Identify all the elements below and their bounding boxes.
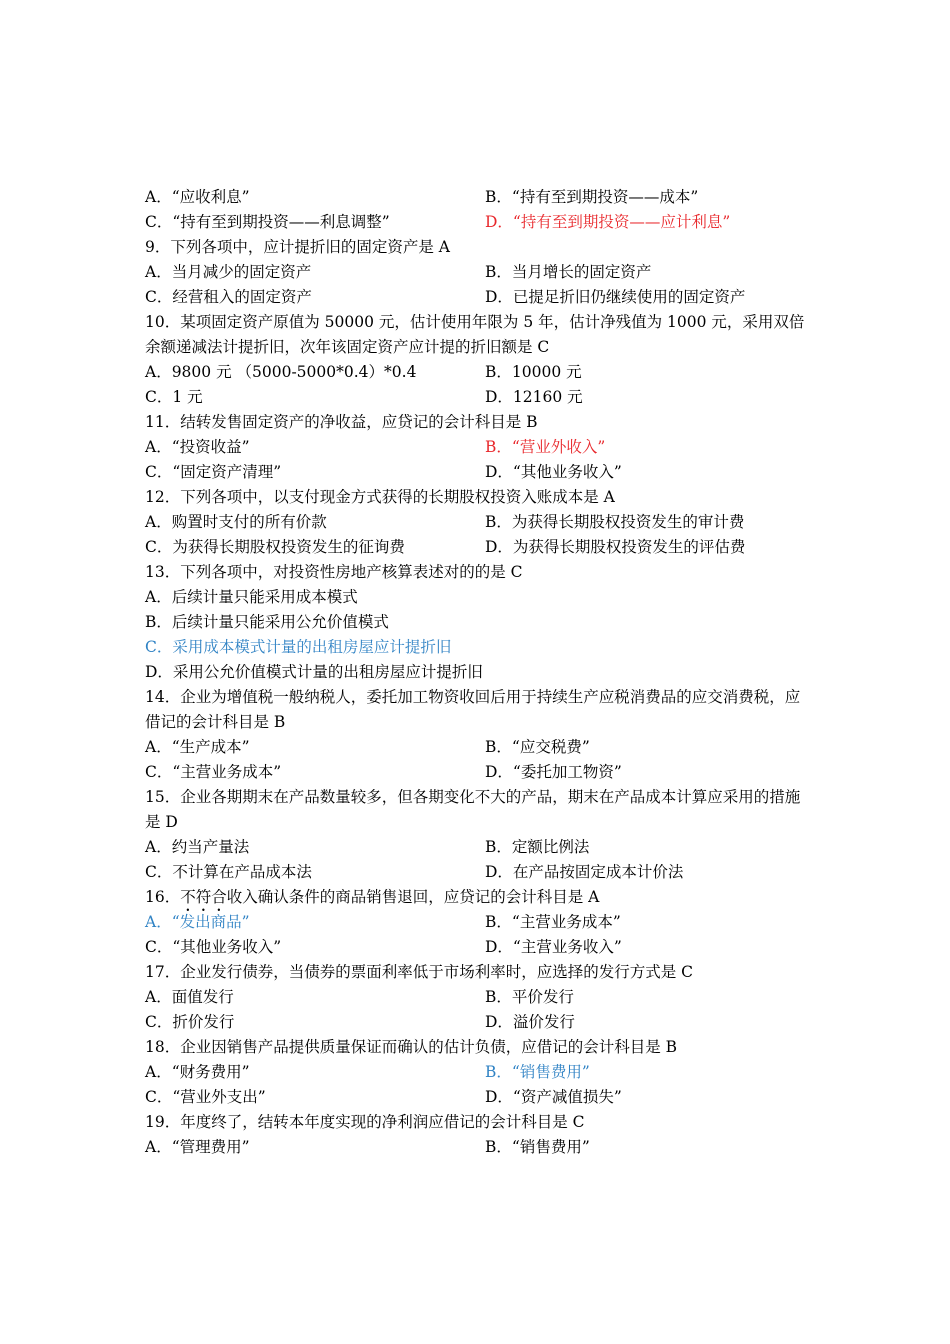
option-b: B．后续计量只能采用公允价值模式 [145,613,389,631]
question-14: 14．企业为增值税一般纳税人，委托加工物资收回后用于持续生产应税消费品的应交消费税，应借记的会计科目是 B [145,688,801,731]
option-d: D．“其他业务收入” [485,463,622,481]
option-c: C．“持有至到期投资——利息调整” [145,213,390,231]
question-12: 12．下列各项中，以支付现金方式获得的长期股权投资入账成本是 A [145,488,615,506]
option-d: D．“资产减值损失” [485,1088,622,1106]
emphasized-text: 不符合 [180,888,227,906]
option-row [145,1060,815,1085]
option-d: D．已提足折旧仍继续使用的固定资产 [485,288,746,306]
question-number: 16． [145,888,181,906]
option-row [145,860,815,885]
option-b: B．10000 元 [485,363,582,381]
option-c: C．折价发行 [145,1013,235,1031]
option-d: D．采用公允价值模式计量的出租房屋应计提折旧 [145,663,483,681]
option-c: C．“营业外支出” [145,1088,266,1106]
option-b: B．当月增长的固定资产 [485,263,652,281]
option-row [145,1135,815,1160]
option-row [145,285,815,310]
option-a: A．“投资收益” [145,438,250,456]
option-c: C．“其他业务收入” [145,938,282,956]
exam-page [145,185,815,1160]
option-row [145,735,815,760]
option-b: B．平价发行 [485,988,574,1006]
option-row [145,1085,815,1110]
option-row [145,985,815,1010]
option-a: A．“管理费用” [145,1138,250,1156]
option-a: A．购置时支付的所有价款 [145,513,327,531]
option-row [145,460,815,485]
option-row [145,210,815,235]
option-row [145,910,815,935]
option-row [145,435,815,460]
option-b: B．定额比例法 [485,838,590,856]
question-16 [145,885,815,910]
option-c: C．“固定资产清理” [145,463,282,481]
option-a: A．当月减少的固定资产 [145,263,312,281]
option-c: C．不计算在产品成本法 [145,863,312,881]
question-15: 15．企业各期期末在产品数量较多，但各期变化不大的产品，期末在产品成本计算应采用的措施是 D [145,788,801,831]
option-a: A．9800 元 （5000-5000*0.4）*0.4 [145,363,417,381]
option-c: C．1 元 [145,388,203,406]
question-9: 9．下列各项中，应计提折旧的固定资产是 A [145,238,450,256]
option-d: D．“委托加工物资” [485,763,622,781]
option-a: A．“应收利息” [145,188,250,206]
option-b: B．为获得长期股权投资发生的审计费 [485,513,745,531]
option-d: D．在产品按固定成本计价法 [485,863,684,881]
question-19: 19．年度终了，结转本年度实现的净利润应借记的会计科目是 C [145,1113,585,1131]
option-b: B．“销售费用” [485,1138,590,1156]
option-c-highlighted: C．采用成本模式计量的出租房屋应计提折旧 [145,638,452,656]
question-17: 17．企业发行债券，当债券的票面利率低于市场利率时，应选择的发行方式是 C [145,963,694,981]
option-b-highlighted: B．“销售费用” [485,1063,590,1081]
option-row [145,360,815,385]
question-18: 18．企业因销售产品提供质量保证而确认的估计负债，应借记的会计科目是 B [145,1038,678,1056]
option-row [145,1010,815,1035]
option-a: A．“财务费用” [145,1063,250,1081]
question-text: 收入确认条件的商品销售退回，应贷记的会计科目是 A [226,888,600,906]
option-a: A．面值发行 [145,988,234,1006]
option-a: A．后续计量只能采用成本模式 [145,588,358,606]
option-a: A．约当产量法 [145,838,250,856]
option-row [145,385,815,410]
question-13: 13．下列各项中，对投资性房地产核算表述对的的是 C [145,563,523,581]
option-row [145,185,815,210]
option-d: D．溢价发行 [485,1013,575,1031]
option-c: C．“主营业务成本” [145,763,282,781]
option-row [145,510,815,535]
option-b: B．“主营业务成本” [485,913,621,931]
option-row [145,835,815,860]
option-d: D．“主营业务收入” [485,938,622,956]
option-b: B．“应交税费” [485,738,590,756]
option-row [145,760,815,785]
option-d: D．为获得长期股权投资发生的评估费 [485,538,746,556]
option-row [145,935,815,960]
option-a: A．“生产成本” [145,738,250,756]
option-b: B．“持有至到期投资——成本” [485,188,699,206]
option-d-highlighted: D．“持有至到期投资——应计利息” [485,213,731,231]
option-a-highlighted: A．“发出商品” [145,913,250,931]
option-c: C．为获得长期股权投资发生的征询费 [145,538,405,556]
option-d: D．12160 元 [485,388,583,406]
question-11: 11．结转发售固定资产的净收益，应贷记的会计科目是 B [145,413,538,431]
option-row [145,535,815,560]
option-b-highlighted: B．“营业外收入” [485,438,606,456]
option-row [145,260,815,285]
option-c: C．经营租入的固定资产 [145,288,312,306]
question-10: 10．某项固定资产原值为 50000 元，估计使用年限为 5 年，估计净残值为 1000 元，采用双倍余额递减法计提折旧，次年该固定资产应计提的折旧额是 C [145,313,805,356]
